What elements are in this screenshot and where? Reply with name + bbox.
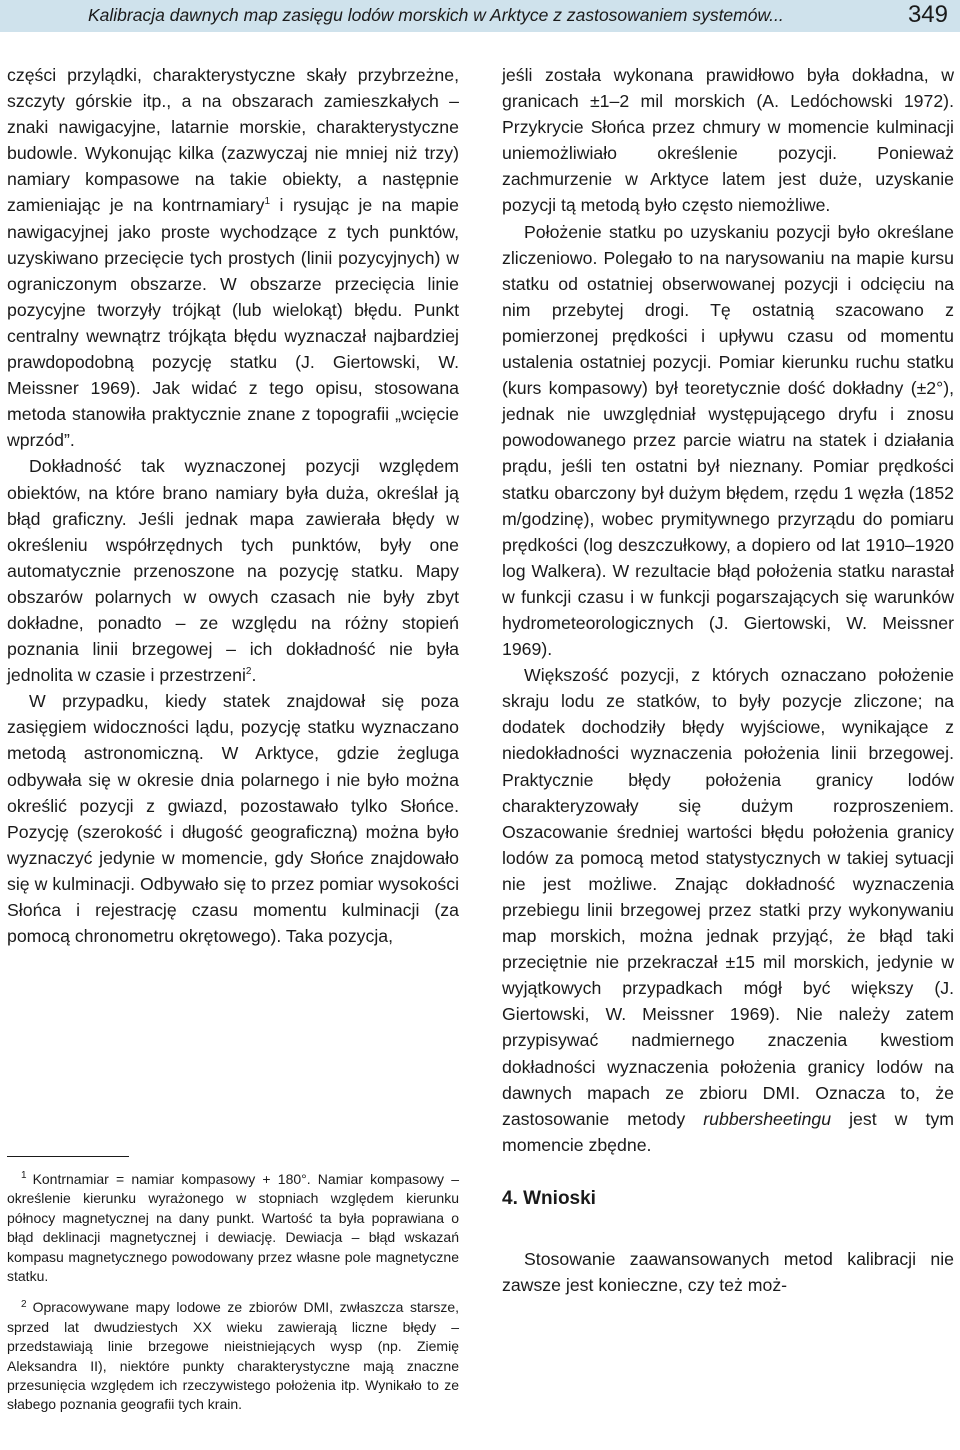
paragraph-text: i rysując je na mapie nawigacyjnej jako proste wychodzące z tych punktów, uzyskiwano przecięcie tych prostych (linii pozycyjnych) w ograniczonym obszarze. W obszarze przecięcia linie pozycyjne tworzyły trójkąt (lub wielokąt) błędu. Punkt centralny wewnątrz trójkąta błędu wyznaczał najbardziej prawdopodobną pozycję statku (J. Giertowski, W. Meissner 1969). Jak widać z tego opisu, stosowana metoda stanowiła praktycznie znane z topografii „wcięcie wprzód”. (7, 195, 460, 451)
footnote-text: Opracowywane mapy lodowe ze zbiorów DMI, zwłaszcza starsze, sprzed lat dwudziestych XX wieku zawierają liczne błędy – przedstawiają linie brzegowe nieistniejących wysp (np. Ziemię Aleksandra II), niektóre punkty charakterystyczne mają znaczne przesunięcia względem ich rzeczywistego położenia itp. Wynikało to ze słabego poznania geografii tych krain. (7, 1299, 459, 1413)
paragraph: Położenie statku po uzyskaniu pozycji było określane zliczeniowo. Polegało to na narysowaniu na mapie kursu statku od ostatniej obserwowanej pozycji i odcięciu na nim przebytej drogi. Tę ostatnią szacowano z pomierzonej prędkości i upływu czasu od momentu ustalenia ostatniej pozycji. Pomiar kierunku ruchu statku (kurs kompasowy) był teoretycznie dość dokładny (±2°), jednak nie uwzględniał występującego dryfu i znosu powodowanego przez parcie wiatru na statek i działania prądu, jeśli ten ostatni był nieznany. Pomiar prędkości statku obarczony był dużym błędem, rzędu 1 węzła (1852 m/godzinę), wobec prymitywnego przyrządu do pomiaru prędkości (log deszczułkowy, a dopiero od lat 1910–1920 log Walkera). W rezultacie błąd położenia statku narastał w funkcji czasu i w funkcji pogarszających się warunków hydrometeorologicznych (J. Giertowski, W. Meissner 1969). (502, 221, 954, 660)
footnote-ref-2[interactable]: 2 (245, 666, 252, 678)
paragraph (7, 62, 459, 453)
section-heading: 4. Wnioski (502, 1187, 596, 1209)
footnote-text: Kontrnamiar = namiar kompasowy + 180°. Namiar kompasowy – określenie kierunku wyrażonego w stopniach względem kierunku północy magnetycznej na dany punkt. Wartość ta była poprawiana o błąd deklinacji magnetycznej i dewiację. Dewiacja – błąd wskazań kompasu magnetycznego powodowany przez własne pole magnetyczne statku. (7, 1171, 459, 1285)
paragraph: W przypadku, kiedy statek znajdował się poza zasięgiem widoczności lądu, pozycję statku wyznaczano metodą astronomiczną. W Arktyce, gdzie żegluga odbywała się w okresie dnia polarnego i nie było można określić pozycji z gwiazd, pozostawało tylko Słońce. Pozycję (szerokość i długość geograficzną) można było wyznaczyć jedynie w momencie, gdy Słońce znajdowało się w kulminacji. Odbywało się to przez pomiar wysokości Słońca i rejestrację czasu momentu kulminacji (za pomocą chronometru okrętowego). Taka pozycja, (7, 691, 459, 947)
paragraph (502, 662, 954, 1158)
paragraph-text: jest w tym momencie zbędne. (502, 1108, 954, 1155)
footnote-divider (7, 1156, 129, 1157)
footnote-mark: 1 (21, 1170, 27, 1182)
running-header (0, 0, 960, 32)
paragraph (7, 453, 459, 688)
footnote-2 (7, 1298, 459, 1414)
paragraph-text: części przylądki, charakterystyczne skały przybrzeżne, szczyty górskie itp., a na obszarach zamieszkałych – znaki nawigacyjne, latarnie morskie, charakterystyczne budowle. Wykonując kilka (zazwyczaj nie mniej niż trzy) namiary kompasowe na takie obiekty, a następnie zamieniając je na kontrnamiary (7, 65, 459, 216)
running-header-title: Kalibracja dawnych map zasięgu lodów morskich w Arktyce z zastosowaniem systemów... (88, 5, 784, 25)
right-column (502, 62, 954, 1298)
paragraph-text: Większość pozycji, z których oznaczano położenie skraju lodu ze statków, to były pozycje zliczone; na dodatek dochodziły błędy wyjściowe, wynikające z niedokładności wyznaczenia położenia linii brzegowej. Praktycznie błędy położenia granicy lodów charakteryzowały się dużym rozproszeniem. Oszacowanie średniej wartości błędu położenia granicy lodów za pomocą metod statystycznych w takiej sytuacji nie jest możliwe. Znając dokładność wyznaczenia przebiegu linii brzegowej przez statki przy wykonywaniu map morskich, można jednak przyjąć, że błąd taki przeciętnie nie przekraczał ±15 mil morskich, jedynie w wyjątkowych przypadkach mógł być większy (J. Giertowski, W. Meissner 1969). Nie należy zatem przypisywać nadmiernego znaczenia kwestiom dokładności wyznaczenia położenia granicy lodów na dawnych mapach ze zbioru DMI. Oznacza to, że zastosowanie metody (502, 665, 954, 1129)
footnote-1 (7, 1170, 459, 1286)
paragraph: jeśli została wykonana prawidłowo była dokładna, w granicach ±1–2 mil morskich (A. Ledóchowski 1972). Przykrycie Słońca przez chmury w momencie kulminacji uniemożliwiało określenie pozycji. Ponieważ zachmurzenie w Arktyce latem jest duże, uzyskanie pozycji tą metodą było często niemożliwe. (502, 65, 954, 216)
left-column (7, 62, 459, 949)
page-number: 349 (907, 1, 948, 28)
footnote-mark: 2 (21, 1298, 27, 1310)
footnote-ref-1[interactable]: 1 (264, 196, 271, 208)
footnotes (7, 1170, 459, 1427)
emphasis-term: rubbersheetingu (703, 1108, 832, 1129)
paragraph: Stosowanie zaawansowanych metod kalibracji nie zawsze jest konieczne, czy też moż- (502, 1249, 954, 1296)
paragraph-text: . (251, 665, 257, 686)
paragraph-text: Dokładność tak wyznaczonej pozycji względem obiektów, na które brano namiary była duża, określał ją błąd graficzny. Jeśli jednak mapa zawierała błędy w określeniu współrzędnych tych punktów, były one automatycznie przenoszone na pozycję statku. Mapy obszarów polarnych w owych czasach nie były zbyt dokładne, ponadto – ze względu na różny stopień poznania linii brzegowej – ich dokładność nie była jednolita w czasie i przestrzeni (7, 456, 459, 686)
